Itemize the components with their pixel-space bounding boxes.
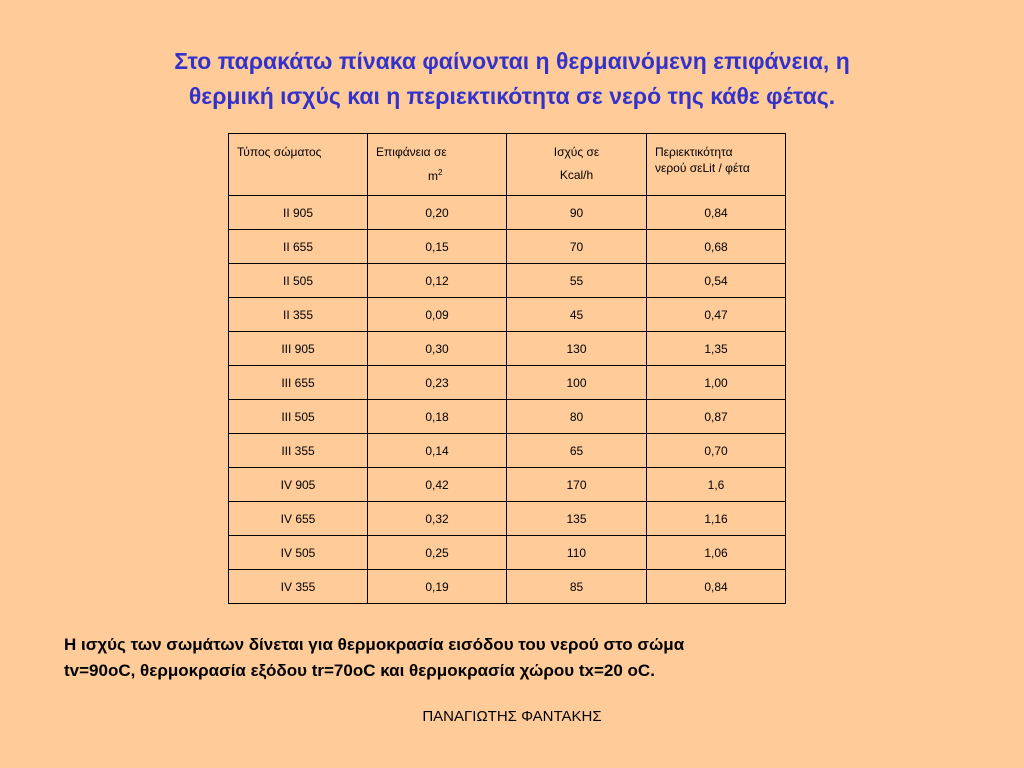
cell-water: 0,68	[647, 230, 786, 264]
table-header-row	[229, 134, 786, 196]
header-type-label: Τύπος σώματος	[237, 145, 322, 159]
cell-area: 0,25	[368, 536, 507, 570]
table-row	[229, 536, 786, 570]
cell-area: 0,19	[368, 570, 507, 604]
table-row	[229, 570, 786, 604]
header-water-label: Περιεκτικότητα	[655, 145, 733, 159]
header-area-unit-base: m	[428, 169, 438, 183]
cell-type: IV 505	[229, 536, 368, 570]
table-row	[229, 502, 786, 536]
cell-water: 0,54	[647, 264, 786, 298]
table-row	[229, 230, 786, 264]
cell-type: III 905	[229, 332, 368, 366]
header-area-unit	[376, 168, 506, 183]
table-row	[229, 298, 786, 332]
cell-type: II 355	[229, 298, 368, 332]
footnote-line-2: tv=90oC, θερμοκρασία εξόδου tr=70oC και θερμοκρασία χώρου tx=20 oC.	[64, 661, 655, 680]
cell-water: 0,70	[647, 434, 786, 468]
header-power-unit: Kcal/h	[559, 168, 594, 182]
header-area-unit-exponent: 2	[438, 168, 443, 177]
author-name: ΠΑΝΑΓΙΩΤΗΣ ΦΑΝΤΑΚΗΣ	[422, 708, 602, 725]
cell-area: 0,23	[368, 366, 507, 400]
table-body	[229, 196, 786, 604]
cell-type: IV 655	[229, 502, 368, 536]
table-row	[229, 196, 786, 230]
cell-power: 65	[507, 434, 647, 468]
cell-type: II 505	[229, 264, 368, 298]
footnote-line-1: Η ισχύς των σωμάτων δίνεται για θερμοκρασία εισόδου του νερού στο σώμα	[64, 635, 685, 654]
cell-water: 1,35	[647, 332, 786, 366]
cell-area: 0,32	[368, 502, 507, 536]
table-row	[229, 264, 786, 298]
cell-type: III 355	[229, 434, 368, 468]
title-line-2: θερμική ισχύς και η περιεκτικότητα σε νερό της κάθε φέτας.	[188, 83, 836, 109]
header-power-label: Ισχύς σε	[553, 145, 600, 159]
cell-power: 135	[507, 502, 647, 536]
table-row	[229, 366, 786, 400]
cell-power: 45	[507, 298, 647, 332]
cell-area: 0,14	[368, 434, 507, 468]
table-row	[229, 468, 786, 502]
header-area-label: Επιφάνεια σε	[376, 145, 447, 159]
cell-type: II 655	[229, 230, 368, 264]
cell-power: 85	[507, 570, 647, 604]
header-water-unit: νερού σεLit / φέτα	[655, 161, 750, 175]
cell-type: IV 355	[229, 570, 368, 604]
cell-power: 110	[507, 536, 647, 570]
header-power	[507, 134, 647, 196]
cell-area: 0,18	[368, 400, 507, 434]
cell-water: 1,16	[647, 502, 786, 536]
cell-power: 70	[507, 230, 647, 264]
cell-area: 0,12	[368, 264, 507, 298]
cell-water: 0,84	[647, 570, 786, 604]
cell-water: 0,84	[647, 196, 786, 230]
table-row	[229, 332, 786, 366]
cell-type: III 505	[229, 400, 368, 434]
slide-title	[60, 44, 964, 114]
cell-power: 170	[507, 468, 647, 502]
cell-area: 0,42	[368, 468, 507, 502]
cell-water: 1,00	[647, 366, 786, 400]
cell-type: III 655	[229, 366, 368, 400]
title-line-1: Στο παρακάτω πίνακα φαίνονται η θερμαινόμενη επιφάνεια, η	[174, 48, 850, 74]
footnote	[64, 632, 964, 684]
table-row	[229, 434, 786, 468]
cell-power: 80	[507, 400, 647, 434]
header-type	[229, 134, 368, 196]
table-row	[229, 400, 786, 434]
header-area	[368, 134, 507, 196]
cell-power: 100	[507, 366, 647, 400]
cell-water: 1,6	[647, 468, 786, 502]
cell-type: II 905	[229, 196, 368, 230]
cell-power: 130	[507, 332, 647, 366]
header-water	[647, 134, 786, 196]
cell-type: IV 905	[229, 468, 368, 502]
cell-area: 0,09	[368, 298, 507, 332]
radiator-table	[228, 133, 786, 604]
cell-power: 90	[507, 196, 647, 230]
cell-water: 1,06	[647, 536, 786, 570]
cell-area: 0,20	[368, 196, 507, 230]
cell-power: 55	[507, 264, 647, 298]
cell-water: 0,47	[647, 298, 786, 332]
cell-area: 0,30	[368, 332, 507, 366]
cell-area: 0,15	[368, 230, 507, 264]
cell-water: 0,87	[647, 400, 786, 434]
